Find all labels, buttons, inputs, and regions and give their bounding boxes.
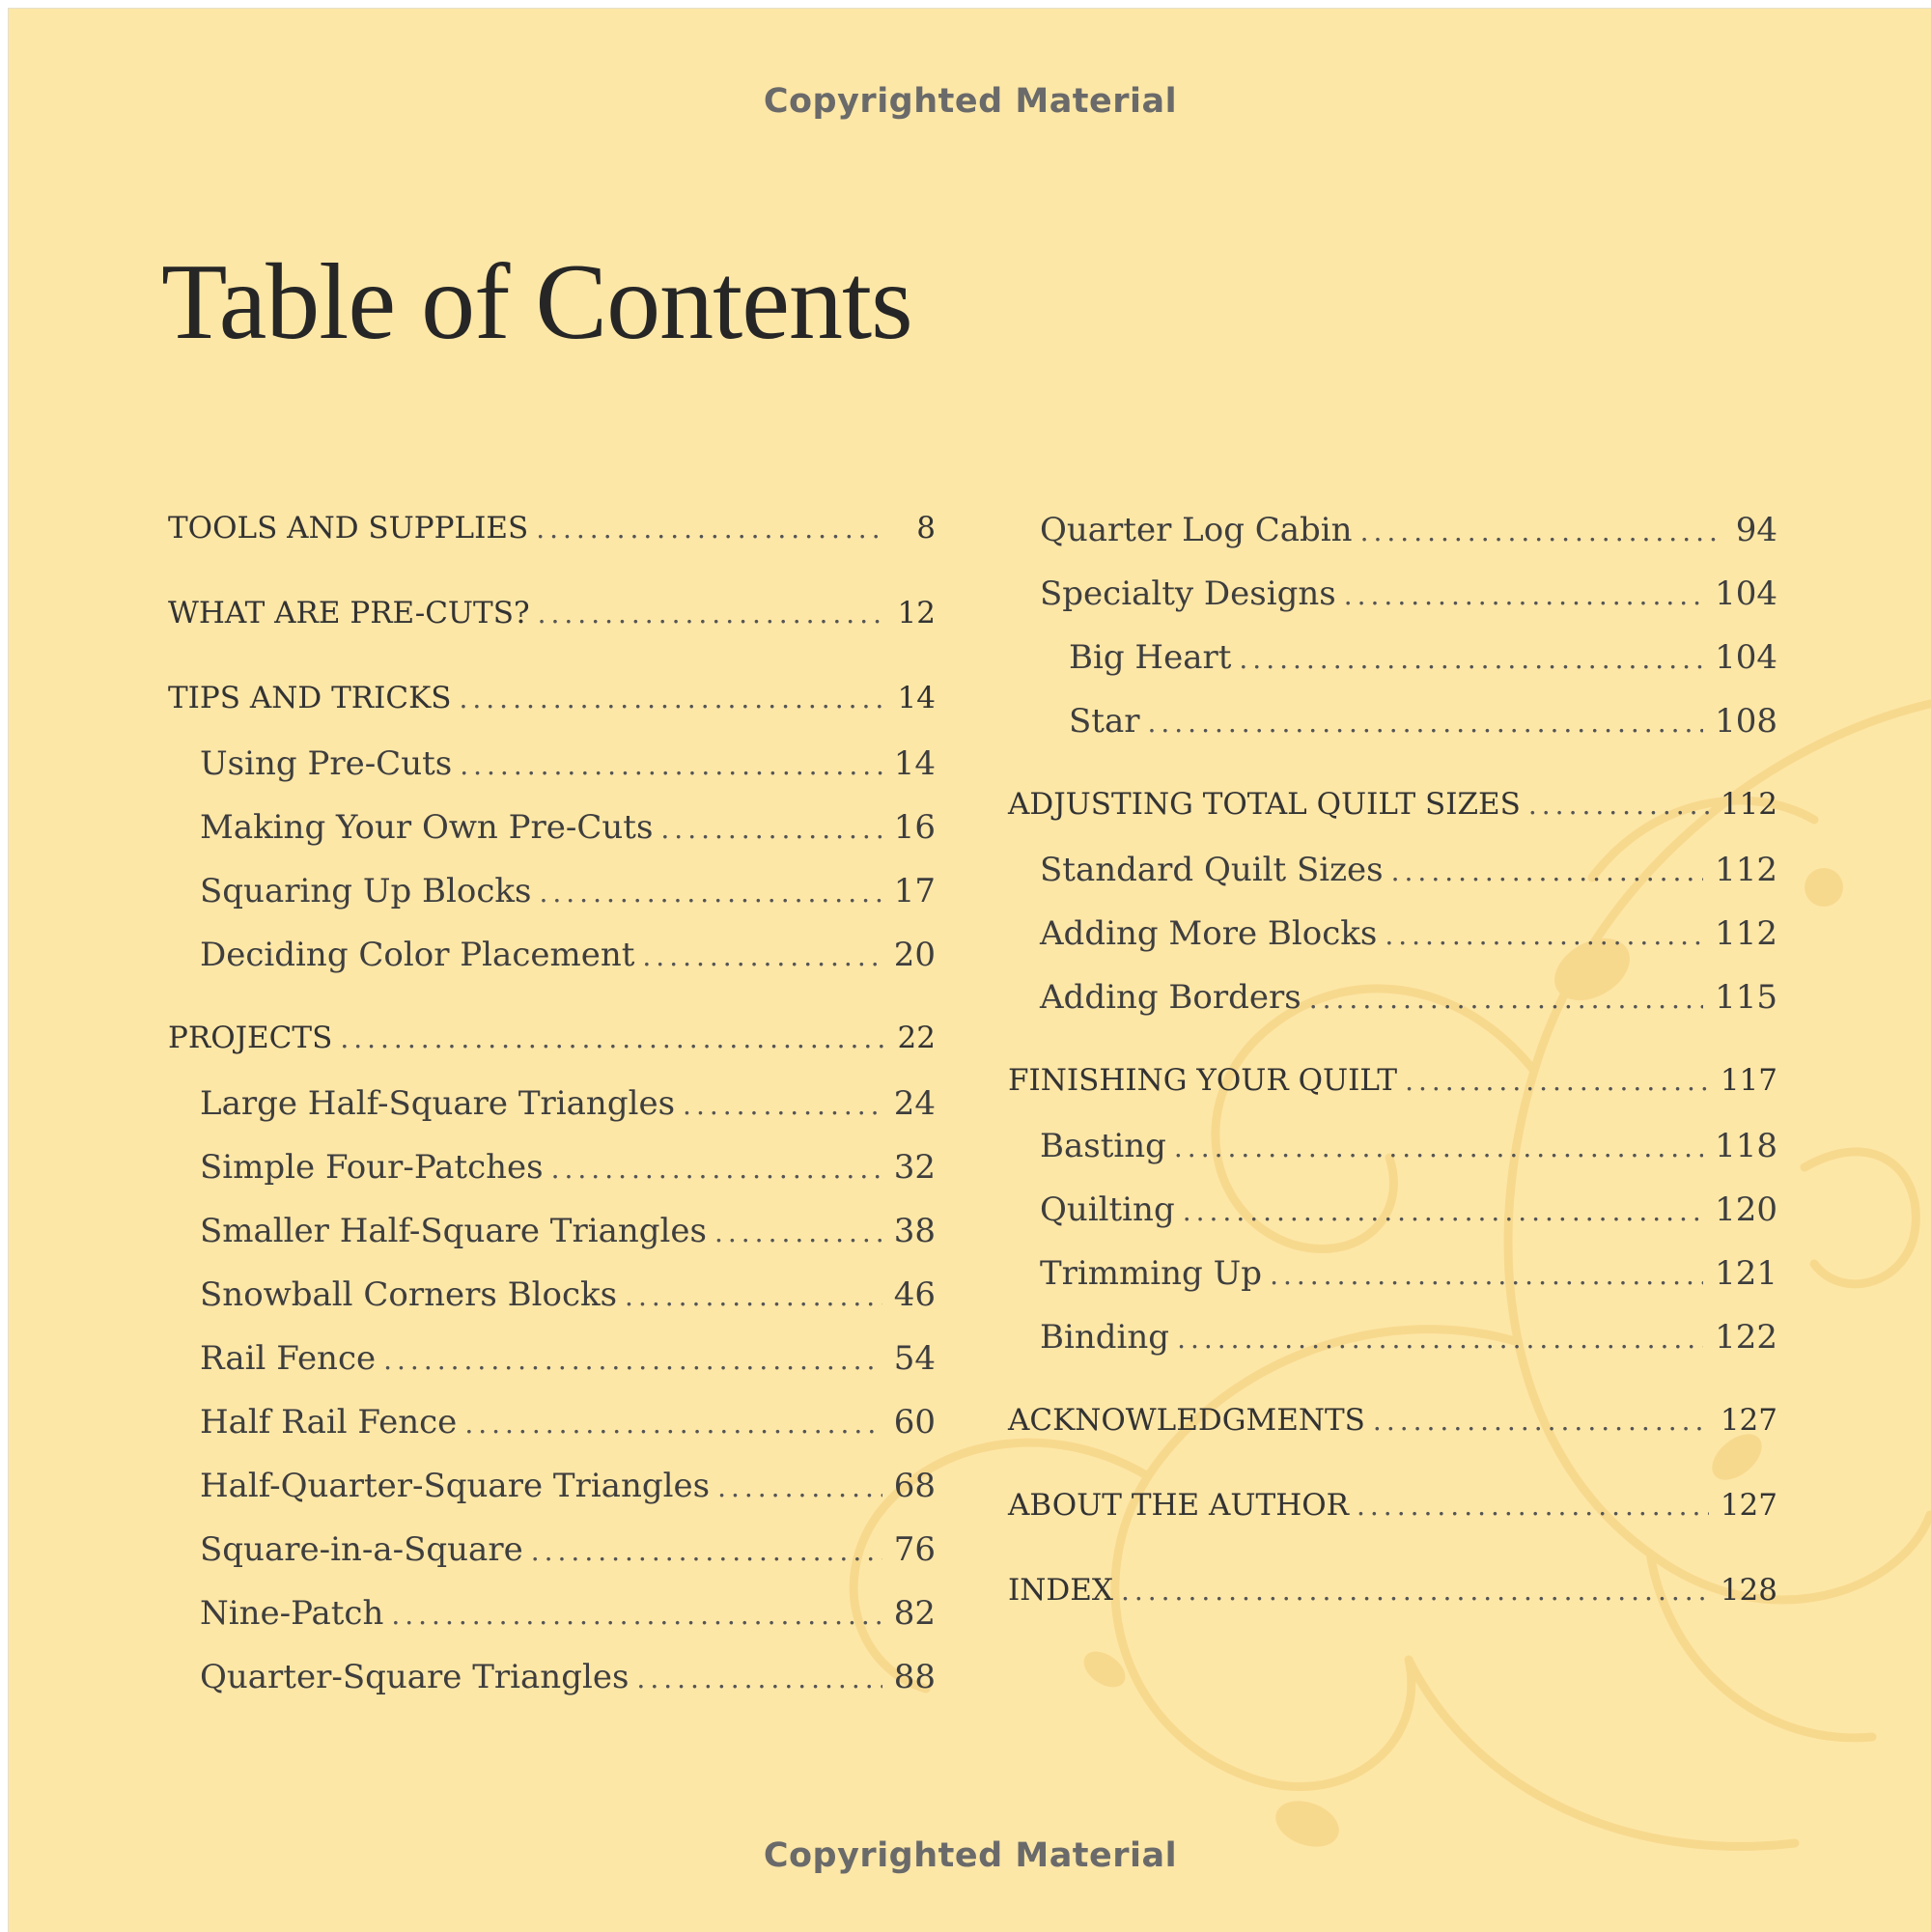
toc-entry-label: ADJUSTING TOTAL QUILT SIZES xyxy=(1008,787,1521,822)
toc-entry xyxy=(168,1658,936,1702)
toc-dot-leader xyxy=(642,940,882,972)
toc-entry xyxy=(1008,1254,1777,1299)
toc-entry-label: Squaring Up Blocks xyxy=(200,872,532,910)
toc-entry xyxy=(168,1467,936,1511)
toc-entry xyxy=(1008,511,1777,555)
toc-dot-leader xyxy=(717,1471,882,1503)
toc-page-number: 108 xyxy=(1715,702,1777,741)
toc-entry-label: Snowball Corners Blocks xyxy=(200,1275,618,1314)
toc-page-number: 32 xyxy=(893,1148,936,1187)
toc-dot-leader xyxy=(714,1217,882,1248)
toc-dot-leader xyxy=(538,598,885,630)
toc-entry-label: Adding Borders xyxy=(1040,978,1301,1017)
toc-page-number: 60 xyxy=(893,1403,936,1442)
toc-dot-leader xyxy=(1385,919,1703,951)
toc-entry xyxy=(168,1148,936,1192)
toc-entry-label: Smaller Half-Square Triangles xyxy=(200,1212,707,1250)
toc-dot-leader xyxy=(625,1280,882,1312)
toc-entry-label: Basting xyxy=(1040,1127,1166,1165)
toc-dot-leader xyxy=(1528,789,1709,821)
toc-dot-leader xyxy=(1373,1405,1709,1437)
toc-page-number: 127 xyxy=(1720,1488,1777,1523)
toc-page-number: 112 xyxy=(1715,914,1777,953)
toc-entry xyxy=(168,1084,936,1129)
toc-entry xyxy=(1008,1573,1777,1617)
toc-entry-label: PROJECTS xyxy=(168,1021,333,1055)
toc-entry xyxy=(168,1403,936,1447)
toc-entry xyxy=(168,681,936,725)
toc-dot-leader xyxy=(1174,1132,1703,1163)
toc-page-number: 12 xyxy=(897,596,936,630)
toc-entry xyxy=(1008,1318,1777,1362)
toc-page-number: 94 xyxy=(1735,511,1777,549)
toc-entry xyxy=(168,1530,936,1575)
toc-entry-label: Simple Four-Patches xyxy=(200,1148,544,1187)
toc-entry-label: Adding More Blocks xyxy=(1040,914,1378,953)
toc-dot-leader xyxy=(539,877,882,909)
toc-entry xyxy=(1008,1488,1777,1532)
toc-entry-label: TIPS AND TRICKS xyxy=(168,681,452,715)
toc-entry xyxy=(168,872,936,916)
toc-entry-label: Quilting xyxy=(1040,1190,1175,1229)
toc-entry-label: Standard Quilt Sizes xyxy=(1040,851,1384,889)
toc-entry-label: TOOLS AND SUPPLIES xyxy=(168,511,529,546)
toc-entry-label: Deciding Color Placement xyxy=(200,936,635,974)
toc-entry-label: INDEX xyxy=(1008,1573,1113,1608)
toc-entry-label: Making Your Own Pre-Cuts xyxy=(200,808,654,847)
toc-dot-leader xyxy=(459,683,885,714)
toc-entry xyxy=(168,1339,936,1384)
toc-dot-leader xyxy=(1405,1065,1709,1097)
toc-entry xyxy=(1008,574,1777,619)
toc-page-number: 76 xyxy=(893,1530,936,1569)
toc-entry xyxy=(1008,1063,1777,1107)
toc-page-number: 112 xyxy=(1720,787,1777,822)
toc-page-number: 24 xyxy=(893,1084,936,1123)
toc-dot-leader xyxy=(1357,1490,1709,1522)
toc-entry xyxy=(1008,914,1777,959)
toc-entry-label: Quarter Log Cabin xyxy=(1040,511,1353,549)
toc-entry xyxy=(168,596,936,640)
toc-entry-label: Trimming Up xyxy=(1040,1254,1263,1293)
toc-dot-leader xyxy=(683,1089,882,1121)
toc-page-number: 20 xyxy=(893,936,936,974)
toc-page-number: 14 xyxy=(897,681,936,715)
toc-page-number: 8 xyxy=(916,511,936,546)
toc-entry xyxy=(168,744,936,789)
toc-page-number: 121 xyxy=(1715,1254,1777,1293)
toc-page-number: 120 xyxy=(1715,1190,1777,1229)
toc-entry xyxy=(1008,1190,1777,1235)
page-title: Table of Contents xyxy=(161,242,912,362)
toc-dot-leader xyxy=(383,1344,882,1376)
toc-dot-leader xyxy=(1183,1195,1703,1227)
toc-page-number: 16 xyxy=(893,808,936,847)
toc-dot-leader xyxy=(460,749,882,781)
toc-entry-label: Binding xyxy=(1040,1318,1170,1357)
toc-entry-label: FINISHING YOUR QUILT xyxy=(1008,1063,1398,1098)
toc-dot-leader xyxy=(1147,707,1703,739)
toc-entry-label: WHAT ARE PRE-CUTS? xyxy=(168,596,530,630)
toc-entry xyxy=(1008,787,1777,831)
toc-dot-leader xyxy=(391,1599,882,1631)
toc-entry xyxy=(1008,638,1777,683)
toc-entry xyxy=(1008,978,1777,1022)
toc-entry-label: Star xyxy=(1069,702,1140,741)
toc-page-number: 17 xyxy=(893,872,936,910)
toc-dot-leader xyxy=(1177,1323,1703,1355)
toc-dot-leader xyxy=(1270,1259,1703,1291)
toc-page-number: 127 xyxy=(1720,1403,1777,1438)
toc-entry-label: Large Half-Square Triangles xyxy=(200,1084,676,1123)
toc-entry xyxy=(168,1212,936,1256)
toc-dot-leader xyxy=(1309,983,1703,1015)
toc-page-number: 104 xyxy=(1715,638,1777,677)
toc-page-number: 104 xyxy=(1715,574,1777,613)
toc-entry-label: Half Rail Fence xyxy=(200,1403,458,1442)
toc-page-number: 88 xyxy=(893,1658,936,1696)
toc-entry xyxy=(168,1594,936,1638)
toc-page-number: 22 xyxy=(897,1021,936,1055)
toc-page-number: 54 xyxy=(893,1339,936,1378)
toc-page-number: 38 xyxy=(893,1212,936,1250)
toc-entry-label: Nine-Patch xyxy=(200,1594,384,1633)
toc-dot-leader xyxy=(340,1022,885,1054)
toc-entry xyxy=(168,936,936,980)
toc-dot-leader xyxy=(536,513,885,545)
toc-dot-leader xyxy=(1360,516,1724,547)
toc-dot-leader xyxy=(464,1408,882,1440)
toc-entry xyxy=(1008,702,1777,746)
toc-entry xyxy=(168,1275,936,1320)
toc-page-number: 118 xyxy=(1715,1127,1777,1165)
toc-entry-label: Square-in-a-Square xyxy=(200,1530,523,1569)
toc-page-number: 112 xyxy=(1715,851,1777,889)
toc-dot-leader xyxy=(531,1535,882,1567)
copyright-header: Copyrighted Material xyxy=(763,82,1178,121)
toc-entry-label: Half-Quarter-Square Triangles xyxy=(200,1467,711,1505)
book-page xyxy=(8,8,1931,1932)
toc-dot-leader xyxy=(1344,579,1703,611)
toc-page-number: 115 xyxy=(1715,978,1777,1017)
toc-entry xyxy=(168,1021,936,1065)
toc-dot-leader xyxy=(551,1153,882,1185)
toc-page-number: 128 xyxy=(1720,1573,1777,1608)
toc-dot-leader xyxy=(1239,643,1703,675)
toc-entry-label: ACKNOWLEDGMENTS xyxy=(1008,1403,1365,1438)
toc-entry xyxy=(168,511,936,555)
toc-entry-label: Big Heart xyxy=(1069,638,1232,677)
toc-entry-label: Rail Fence xyxy=(200,1339,377,1378)
toc-page-number: 46 xyxy=(893,1275,936,1314)
toc-entry xyxy=(1008,1403,1777,1447)
toc-entry-label: Using Pre-Cuts xyxy=(200,744,453,783)
toc-entry xyxy=(168,808,936,853)
toc-page-number: 14 xyxy=(893,744,936,783)
toc-dot-leader xyxy=(660,813,882,845)
toc-dot-leader xyxy=(1121,1575,1709,1607)
toc-entry xyxy=(1008,851,1777,895)
toc-page-number: 117 xyxy=(1720,1063,1777,1098)
toc-dot-leader xyxy=(1391,855,1703,887)
toc-entry xyxy=(1008,1127,1777,1171)
toc-entry-label: ABOUT THE AUTHOR xyxy=(1008,1488,1349,1523)
toc-entry-label: Specialty Designs xyxy=(1040,574,1336,613)
toc-entry-label: Quarter-Square Triangles xyxy=(200,1658,630,1696)
toc-page-number: 122 xyxy=(1715,1318,1777,1357)
toc-page-number: 68 xyxy=(893,1467,936,1505)
toc-dot-leader xyxy=(636,1663,882,1694)
copyright-footer: Copyrighted Material xyxy=(763,1836,1178,1875)
toc-page-number: 82 xyxy=(893,1594,936,1633)
